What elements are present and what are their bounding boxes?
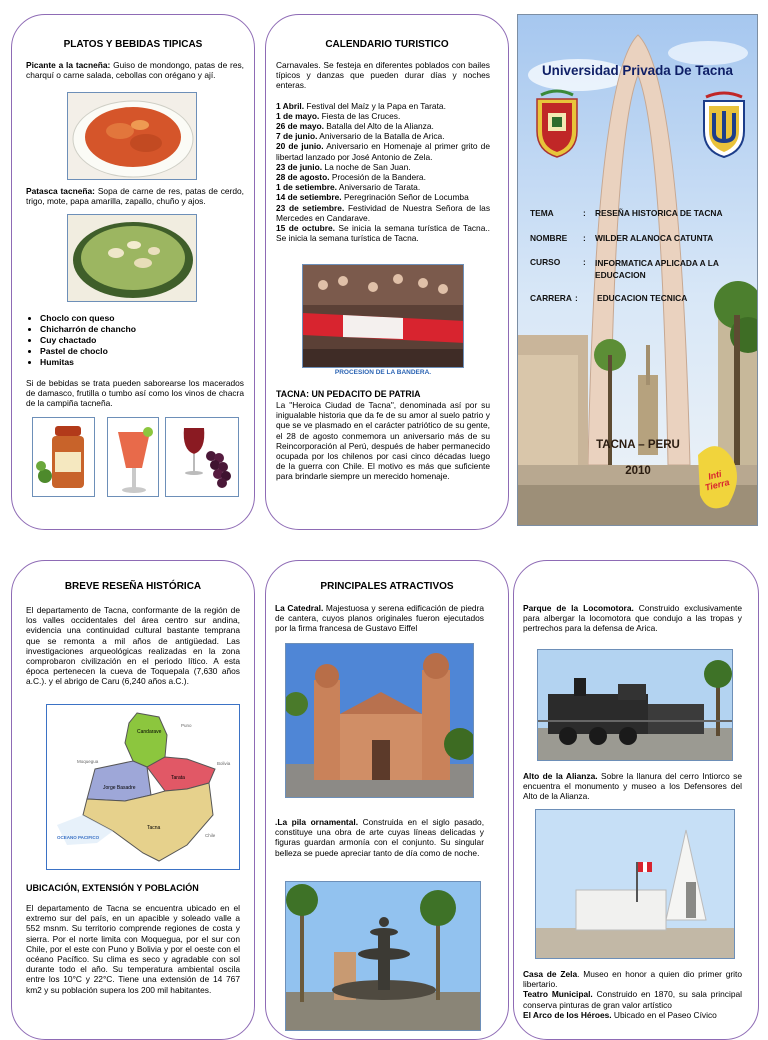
locomotora-photo [537, 649, 733, 761]
list-item: • Pastel de choclo [40, 346, 136, 357]
map-label-oceano: OCEANO PACIFICO [57, 835, 100, 840]
cocktail-image [108, 418, 159, 497]
patria-title: TACNA: UN PEDACITO DE PATRIA [276, 389, 421, 399]
panel-title: PRINCIPALES ATRACTIVOS [320, 581, 454, 592]
calendar-event: 26 de mayo. Batalla del Alto de la Alianza. [276, 121, 434, 132]
dishes-list [26, 313, 136, 368]
panel-title: CALENDARIO TURISTICO [325, 39, 449, 50]
calendar-text [276, 60, 490, 243]
pila-paragraph: .La pila ornamental. Construida en el siglo pasado, constituye una obra de arte cuyas líneas delicadas y figuras guardan armonía con el conjunto. Su singular belleza se puede apreciar tanto de día como de noche. [275, 817, 485, 858]
inti-tierra-logo: Inti Tierra [703, 468, 731, 493]
cover-place: TACNA – PERU [596, 439, 680, 451]
calendar-event: 1 Abril. Festival del Maíz y la Papa en Tarata. [276, 100, 446, 111]
picante-dish-image [68, 93, 197, 180]
patasca-photo [67, 214, 197, 302]
calendar-event: 15 de octubre. Se inicia la semana turística de Tacna.. Se inicia la semana turística de Tacna. [276, 223, 491, 244]
zela-teatro-arco-paragraph: Casa de Zela. Museo en honor a quien dio primer grito libertario. Teatro Municipal. Construido en 1870, su sala principal conserva pinturas de gran valor artístico El Arco de los Héroes. Ubicado en el Paseo Cívico [523, 969, 742, 1020]
calendar-event: 23 de setiembre. Festividad de Nuestra Señora de las Mercedes en Candarave. [276, 202, 491, 223]
map-label-puno: Puno [181, 723, 192, 728]
university-title: Universidad Privada De Tacna [541, 63, 734, 78]
picante-name: Picante a la tacneña: [26, 60, 111, 70]
map-label-chile: Chile [205, 833, 216, 838]
calendar-event: 28 de agosto. Procesión de la Bandera. [276, 172, 426, 183]
photo-caption: PROCESION DE LA BANDERA. [334, 369, 432, 376]
history-paragraph: El departamento de Tacna, conformante de la región de los valles occidentales del área centro sur andina, evidencia una continuidad cultural bastante temprana que se remonta a mil años de antigüedad. Las investigaciones arqueológicas realizadas en la zona comprobaron civilización en el periodo lítico. A esta época pertenecen la cueva de Toquepala (7,630 años a.C.). y el abrigo de Caru (6,240 años a.C.). [26, 605, 240, 687]
parque-paragraph: Parque de la Locomotora. Construido exclusivamente para albergar la locomotora que condujo a las tropas y pertrechos para la defensa de Arica. [523, 603, 742, 634]
calendar-event: 14 de setiembre. Peregrinación Señor de Locumba [276, 192, 469, 203]
cover-year: 2010 [625, 465, 651, 477]
jam-jar-photo [32, 417, 95, 497]
list-item: • Cuy chactado [40, 335, 136, 346]
pila-fountain-image [286, 882, 481, 1031]
drinks-paragraph: Si de bebidas se trata pueden saborearse los macerados de damasco, frutilla o tumbo así como los vinos de chacra de la campiña tacneña. [26, 378, 244, 409]
calendar-event: 23 de junio. La noche de San Juan. [276, 161, 411, 172]
calendar-event: 1 de mayo. Fiesta de las Cruces. [276, 110, 401, 121]
patasca-name: Patasca tacneña: [26, 186, 95, 196]
cocktail-photo [107, 417, 159, 497]
alto-paragraph: Alto de la Alianza. Sobre la llanura del cerro Intiorco se encuentra el monumento y museo a los Defensores del Alto de la Alianza. [523, 771, 742, 802]
panel-resena [11, 560, 255, 1040]
wine-photo [165, 417, 239, 497]
picante-photo [67, 92, 197, 180]
calendar-intro: Carnavales. Se festeja en diferentes poblados con bailes típicos y danzas que pueden durar días y noches enteras. [276, 60, 490, 91]
catedral-paragraph: La Catedral. Majestuosa y serena edificación de piedra de cantera, cuyos planos originales fueron ejecutados por la firma francesa de Gustavo Eiffel [275, 603, 484, 634]
catedral-image [286, 644, 474, 798]
calendar-event: 20 de junio. Aniversario en Homenaje al primer grito de libertad lanzado por José Antonio de Zela. [276, 141, 490, 162]
map-label-tacna: Tacna [147, 825, 161, 831]
map-label-tarata: Tarata [171, 775, 185, 781]
map-label-jorge-basadre: Jorge Basadre [103, 785, 136, 791]
tacna-map [46, 704, 240, 870]
calendar-event: 1 de setiembre. Aniversario de Tarata. [276, 182, 421, 193]
ubicacion-paragraph: El departamento de Tacna se encuentra ubicado en el extremo sur del país, en un apacible y soleado valle a 552 msnm. Su territorio comprende regiones de costa y sierra. Por el norte limita con Moquegua, por el sur con Chile, por el este con Puno y Bolivia y por el oeste con el océano Pacífico. Su clima es seco y agradable con sol durante todo el año. Su temperatura ambiental oscila entre los 10°C y 22°C. Tiene una extensión de 14 767 km2 y su población supera los 200 mil habitantes. [26, 903, 240, 995]
jam-jar-image [33, 418, 95, 497]
patasca-desc: Sopa de carne de res, patas de cerdo, trigo, mote, papa amarilla, zapallo, chuño y ajos. [26, 186, 244, 207]
catedral-photo [285, 643, 474, 798]
locomotora-image [538, 650, 733, 761]
ubicacion-title: UBICACIÓN, EXTENSIÓN Y POBLACIÓN [26, 883, 199, 893]
patasca-paragraph [26, 186, 244, 206]
list-item: • Choclo con queso [40, 313, 136, 324]
map-label-moquegua: Moquegua [77, 759, 99, 764]
patria-paragraph: La "Heroica Ciudad de Tacna", denominada así por su inigualable historia que da fe de su amor al suelo patrio y que se ve plasmado en el carácter patriótico de su gente, el 28 de agosto conmemora un aniversario más de su Reincorporación al Perú, después de haber permanecido ocupada por los chilenos por casi cinco décadas luego de la guerra con Chile. El motivo es más que suficiente para brindarle siempre un merecido homenaje. [276, 400, 490, 482]
wine-grapes-image [166, 418, 239, 497]
map-label-bolivia: Bolivia [217, 761, 231, 766]
panel-title: BREVE RESEÑA HISTÓRICA [64, 581, 202, 592]
calendar-event: 7 de junio. Aniversario de la Batalla de Arica. [276, 131, 445, 142]
procession-image [303, 265, 464, 368]
list-item: • Humitas [40, 357, 136, 368]
alto-alianza-image [536, 810, 735, 959]
crest-left-icon [533, 87, 581, 161]
procession-photo [302, 264, 464, 368]
panel-platos-bebidas [11, 14, 255, 530]
picante-desc: Guiso de mondongo, patas de res, charquí o carne salada, cebollas con orégano y ají. [26, 60, 245, 81]
panel-atractivos-2 [513, 560, 759, 1040]
patasca-dish-image [68, 215, 197, 302]
picante-paragraph [26, 60, 244, 80]
panel-title: PLATOS Y BEBIDAS TIPICAS [63, 39, 203, 50]
cover-panel: Universidad Privada De Tacna TEMA : RESEÑA HISTORICA DE TACNA NOMBRE : WILDER ALANOCA CATUNTA CURSO : INFORMATICA APLICADA A LA EDUCACION CARRERA : EDUCACION TECNICA TACNA – PERU 2010 Inti Tierra [517, 14, 758, 526]
crest-right-icon [700, 87, 748, 159]
panel-calendario [265, 14, 509, 530]
panel-atractivos [265, 560, 509, 1040]
alto-alianza-photo [535, 809, 735, 959]
list-item: • Chicharrón de chancho [40, 324, 136, 335]
pila-photo [285, 881, 481, 1031]
map-label-candarave: Candarave [137, 729, 162, 735]
